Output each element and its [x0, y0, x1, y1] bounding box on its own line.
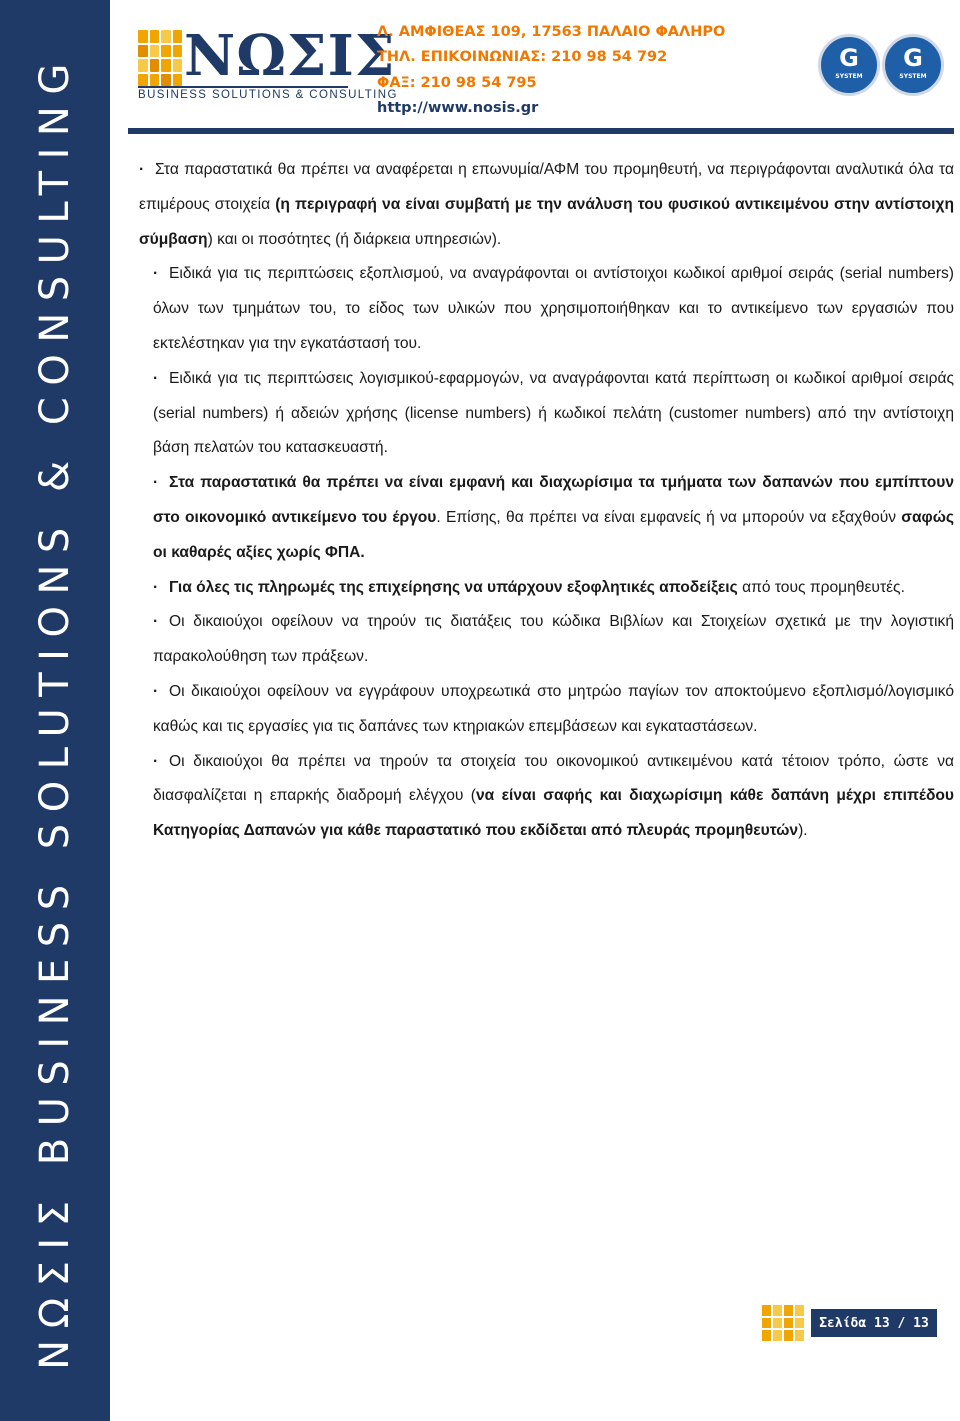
bullet-icon: ·: [153, 682, 159, 700]
page-number-label: Σελίδα 13 / 13: [819, 1315, 929, 1331]
logo-mark-icon: [138, 30, 182, 86]
paragraph: · Οι δικαιούχοι οφείλουν να εγγράφουν υποχρεωτικά στο μητρώο παγίων τον αποκτούμενο εξοπλισμό/λογισμικό καθώς και τις εργασίες για τις δαπάνες των κτηριακών επεμβάσεων και εγκαταστάσεων.: [139, 675, 954, 745]
bullet-icon: ·: [153, 578, 159, 596]
side-brand-text: [0, 0, 110, 1421]
fax-line: ΦΑΞ: 210 98 54 795: [377, 74, 537, 91]
bullet-icon: ·: [139, 161, 145, 178]
footer-logo-icon: [762, 1305, 804, 1341]
bullet-icon: ·: [153, 752, 159, 770]
address-line: Λ. ΑΜΦΙΘΕΑΣ 109, 17563 ΠΑΛΑΙΟ ΦΑΛΗΡΟ: [377, 24, 726, 40]
bullet-icon: ·: [153, 369, 159, 387]
side-brand-label: ΝΩΣΙΣ BUSINESS SOLUTIONS & CONSULTING: [32, 51, 79, 1370]
website-link[interactable]: http://www.nosis.gr: [377, 99, 539, 116]
paragraph: · Ειδικά για τις περιπτώσεις εξοπλισμού, να αναγράφονται οι αντίστοιχοι κωδικοί αριθμοί σειράς (serial numbers) όλων των τμημάτων του, το είδος των υλικών που χρησιμοποιήθηκαν και το αντικείμενο των εργασιών που εκτελέστηκαν για την εγκατάστασή του.: [139, 257, 954, 361]
paragraph: · Στα παραστατικά θα πρέπει να είναι εμφανή και διαχωρίσιμα τα τμήματα των δαπανών που εμπίπτουν στο οικονομικό αντικείμενο του έργου. Επίσης, θα πρέπει να είναι εμφανείς ή να μπορούν να εξαχθούν σαφώς οι καθαρές αξίες χωρίς ΦΠΑ.: [139, 466, 954, 570]
paragraph: · Ειδικά για τις περιπτώσεις λογισμικού-εφαρμογών, να αναγράφονται κατά περίπτωση οι κωδικοί αριθμοί σειράς (serial numbers) ή αδειών χρήσης (license numbers) ή κωδικοί πελάτη (customer numbers) από την αντίστοιχη βάση πελατών του κατασκευαστή.: [139, 362, 954, 466]
bullet-icon: ·: [153, 613, 159, 631]
paragraph: · Οι δικαιούχοι θα πρέπει να τηρούν τα στοιχεία του οικονομικού αντικειμένου κατά τέτοιον τρόπο, ώστε να διασφαλίζεται η επαρκής διαδρομή ελέγχου (να είναι σαφής και διαχωρίσιμη κάθε δαπάνη μέχρι επιπέδου Κατηγορίας Δαπανών για κάθε παραστατικό που εκδίδεται από πλευράς προμηθευτών).: [139, 745, 954, 849]
document-body: [139, 153, 954, 849]
bullet-icon: ·: [153, 265, 159, 283]
paragraph: · Οι δικαιούχοι οφείλουν να τηρούν τις διατάξεις του κώδικα Βιβλίων και Στοιχείων σχετικά με την λογιστική παρακολούθηση των πράξεων.: [139, 605, 954, 675]
contact-block: [377, 20, 725, 121]
logo-wordmark: ΝΩΣΙΣ: [184, 23, 396, 89]
certification-badge-icon: G SYSTEM: [882, 34, 944, 96]
bullet-icon: ·: [153, 474, 159, 492]
logo-subtext: BUSINESS SOLUTIONS & CONSULTING: [138, 86, 348, 101]
company-logo: [138, 23, 398, 101]
certification-badge-icon: G SYSTEM: [818, 34, 880, 96]
header-divider: [128, 128, 954, 134]
paragraph: · Στα παραστατικά θα πρέπει να αναφέρεται η επωνυμία/ΑΦΜ του προμηθευτή, να περιγράφονται αναλυτικά όλα τα επιμέρους στοιχεία (η περιγραφή να είναι συμβατή με την ανάλυση του φυσικού αντικειμένου στην αντίστοιχη σύμβαση) και οι ποσότητες (ή διάρκεια υπηρεσιών).: [139, 153, 954, 257]
phone-line: ΤΗΛ. ΕΠΙΚΟΙΝΩΝΙΑΣ: 210 98 54 792: [377, 49, 668, 66]
paragraph: · Για όλες τις πληρωμές της επιχείρησης να υπάρχουν εξοφλητικές αποδείξεις από τους προμηθευτές.: [139, 571, 954, 606]
page-number-badge: [811, 1309, 937, 1337]
